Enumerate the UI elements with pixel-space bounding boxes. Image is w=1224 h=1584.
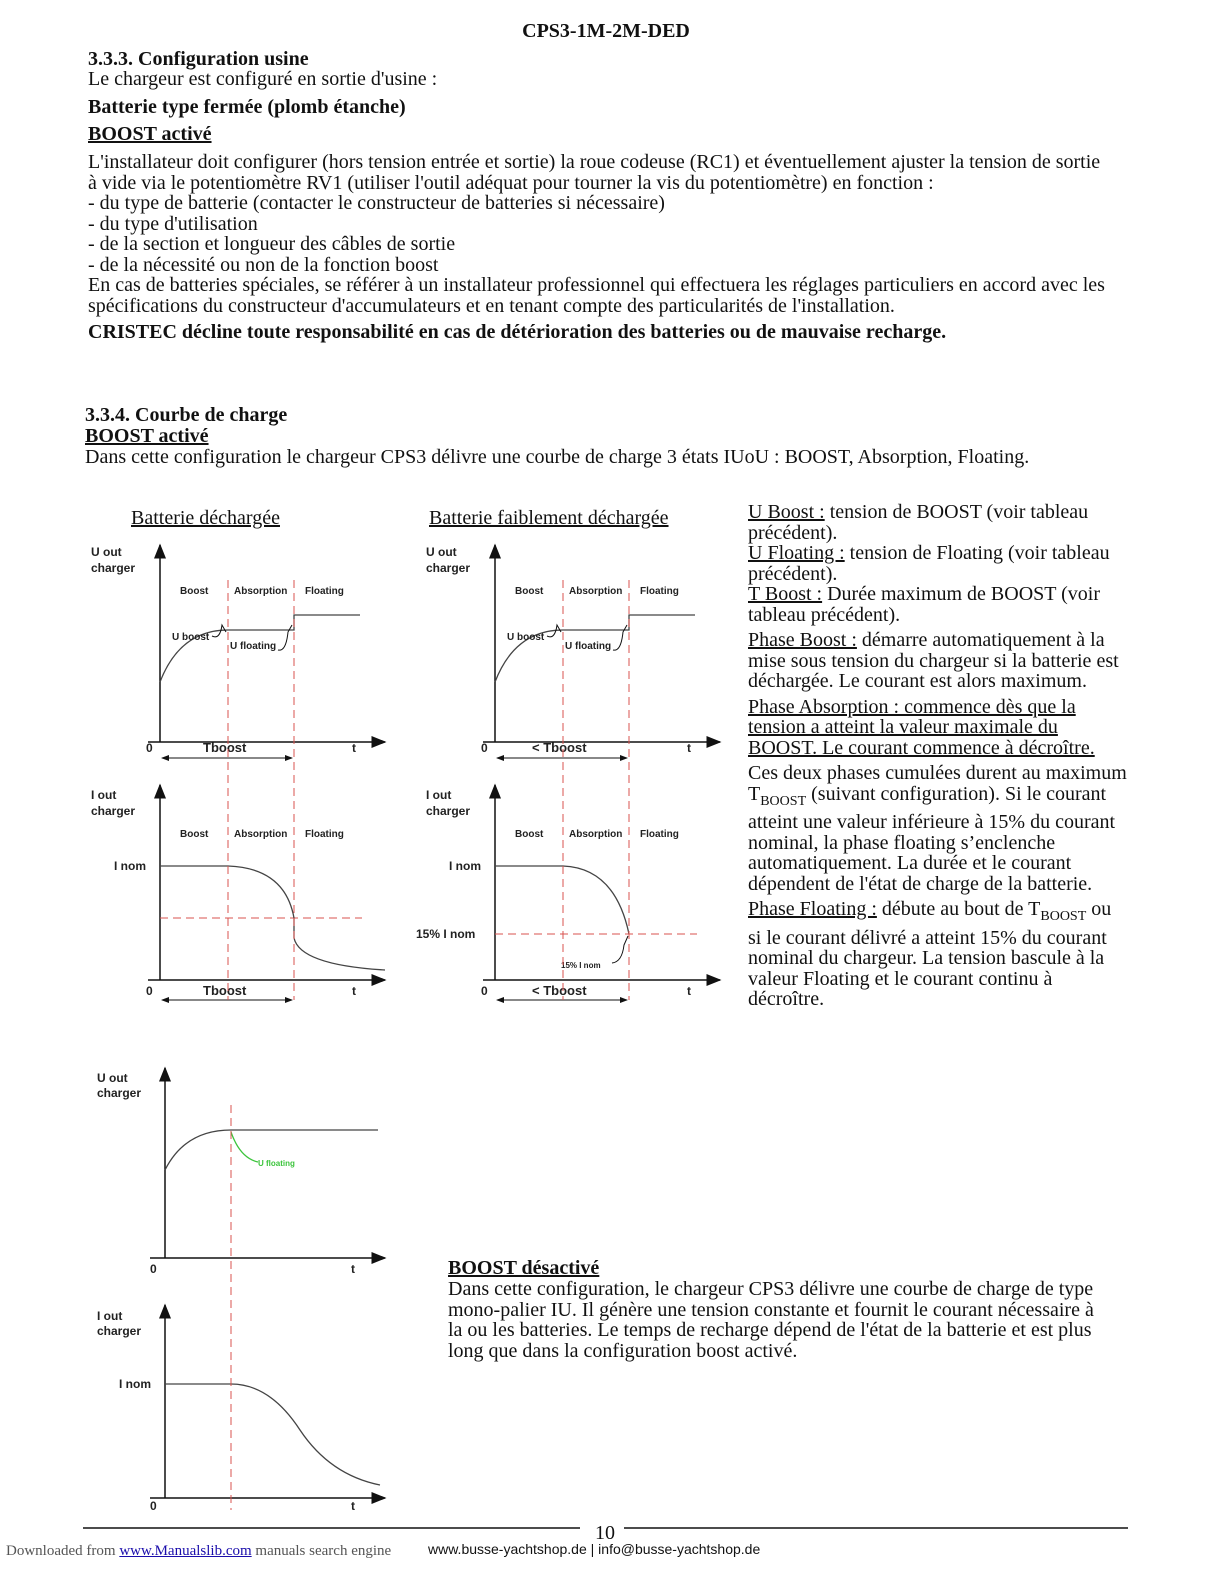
charge-curve-intro: Dans cette configuration le chargeur CPS3 délivre une courbe de charge 3 états IUoU : BOOST, Absorption, Floating. [85,446,1030,468]
svg-text:0: 0 [150,1499,157,1513]
svg-text:Boost: Boost [180,829,209,840]
phase-absorption-text: Phase Absorption : commence dès que la tension a atteint la valeur maximale du BOOST. Le courant commence à décroître. [748,695,1095,759]
svg-text:charger: charger [91,561,136,575]
svg-text:Floating: Floating [305,829,344,840]
list-item: - du type d'utilisation [88,212,258,235]
special-batteries-text: En cas de batteries spéciales, se référer à un installateur professionnel qui effectuera les réglages particuliers en accord avec les spécifications du constructeur d'accumulateurs et en tenant compte des particularités de l'installation. [88,274,1105,317]
shop-contact: www.busse-yachtshop.de | info@busse-yachtshop.de [428,1541,761,1557]
svg-text:charger: charger [97,1086,142,1100]
t-boost-def: Durée maximum de BOOST (voir tableau précédent). [748,583,1101,626]
section-heading-3-3-4: 3.3.4. Courbe de charge [85,404,288,426]
svg-text:charger: charger [426,804,471,818]
cumul-subscript: BOOST [760,793,807,809]
svg-text:< Tboost: < Tboost [532,983,587,998]
svg-text:0: 0 [150,1262,157,1276]
svg-text:U floating: U floating [258,1159,295,1168]
phase-floating-b: ou si le courant délivré a atteint 15% du courant nominal du chargeur. La tension bascule à la valeur Floating et le courant continu à décroître. [748,898,1112,1010]
svg-text:15% I nom: 15% I nom [561,961,601,970]
svg-text:I nom: I nom [114,859,146,873]
u-boost-term: U Boost : [748,501,825,523]
page-number: 10 [595,1522,615,1544]
definitions-column [748,502,1128,1010]
svg-text:Floating: Floating [640,586,679,597]
phase-floating-subscript: BOOST [1040,909,1087,924]
footer-download [6,1543,391,1560]
svg-text:0: 0 [481,741,488,755]
svg-text:charger: charger [426,561,471,575]
svg-text:< Tboost: < Tboost [532,740,587,755]
cumul-text-b: (suivant configuration). Si le courant atteint une valeur inférieure à 15% du courant nominal, la phase floating s’enclenche automatiquement. La durée et le courant dépendent de l'état de charge de la batterie. [748,782,1116,895]
svg-text:Boost: Boost [515,829,544,840]
list-item: - du type de batterie (contacter le constructeur de batteries si nécessaire) [88,192,665,214]
u-floating-pointer [231,1132,258,1162]
page-title: CPS3-1M-2M-DED [522,20,690,42]
phase-floating-a: débute au bout de T [876,898,1041,920]
boost-enabled-label-2: BOOST activé [85,425,209,447]
list-item: - de la nécessité ou non de la fonction boost [88,253,439,276]
phase-boost-term: Phase Boost : [748,629,857,651]
search-engine-text: manuals search engine [251,1543,392,1559]
i-chart-discharged [91,785,385,1000]
svg-text:charger: charger [91,804,136,818]
boost-disabled-text: Dans cette configuration, le chargeur CPS3 délivre une courbe de charge de type mono-palier IU. Il génère une tension constante et fournit le courant nécessaire à la ou les batteries. Le temps de recharge dépend de l'état de la batterie et est plus long que dans la configuration boost activé. [448,1278,1094,1362]
svg-text:t: t [352,984,356,998]
svg-text:0: 0 [481,984,488,998]
phase-floating-term: Phase Floating : [748,898,877,920]
svg-text:t: t [351,1499,355,1513]
cumul-text-a: Ces deux phases cumulées durent au maximum T [748,762,1127,805]
svg-text:U floating: U floating [230,641,277,652]
svg-text:t: t [687,984,691,998]
section-heading-3-3-3: 3.3.3. Configuration usine [88,48,309,70]
svg-text:Tboost: Tboost [203,983,247,998]
svg-text:I nom: I nom [119,1377,151,1391]
manualslib-link[interactable]: www.Manualslib.com [119,1543,252,1559]
svg-text:I out: I out [91,788,117,802]
i-chart-slightly-discharged [416,785,720,1000]
svg-text:Absorption: Absorption [569,586,623,597]
svg-text:U out: U out [426,545,457,559]
factory-intro: Le chargeur est configuré en sortie d'usine : [88,68,438,90]
svg-text:t: t [352,741,356,755]
install-text: L'installateur doit configurer (hors tension entrée et sortie) la roue codeuse (RC1) et éventuellement ajuster la tension de sortie à vide via le potentiomètre RV1 (utiliser l'outil adéquat pour tourner la vis du potentiomètre) en fonction : [88,151,1101,194]
svg-text:Floating: Floating [640,829,679,840]
u-chart-discharged [91,545,385,758]
svg-text:U floating: U floating [565,641,612,652]
t-boost-term: T Boost : [748,583,823,605]
battery-type: Batterie type fermée (plomb étanche) [88,96,406,118]
svg-text:Absorption: Absorption [234,586,288,597]
warning-text: CRISTEC décline toute responsabilité en cas de détérioration des batteries ou de mauvaise recharge. [88,321,947,343]
svg-text:Boost: Boost [180,586,209,597]
svg-text:U boost: U boost [172,632,210,643]
downloaded-from: Downloaded from [6,1543,120,1559]
svg-text:Floating: Floating [305,586,344,597]
svg-text:0: 0 [146,984,153,998]
svg-text:Absorption: Absorption [569,829,623,840]
svg-text:Absorption: Absorption [234,829,288,840]
svg-text:U out: U out [97,1071,128,1085]
list-item: - de la section et longueur des câbles de sortie [88,233,456,255]
u-chart-boost-off [97,1068,385,1276]
phase-floating-text [748,899,1128,1010]
u-chart-slightly-discharged [426,545,720,758]
svg-text:t: t [351,1262,355,1276]
u-boost-def: tension de BOOST (voir tableau précédent). [748,501,1089,544]
svg-text:15% I nom: 15% I nom [416,927,476,941]
i-chart-boost-off [97,1305,385,1513]
diagram-title-discharged: Batterie déchargée [131,507,280,529]
svg-text:I out: I out [426,788,452,802]
svg-text:U boost: U boost [507,632,545,643]
svg-text:charger: charger [97,1324,142,1338]
cumulated-phases-text [748,763,1128,894]
svg-text:Boost: Boost [515,586,544,597]
diagram-title-slightly-discharged: Batterie faiblement déchargée [429,507,669,529]
svg-text:I nom: I nom [449,859,481,873]
u-floating-term: U Floating : [748,542,845,564]
svg-text:Tboost: Tboost [203,740,247,755]
boost-enabled-label: BOOST activé [88,123,212,145]
u-floating-def: tension de Floating (voir tableau précédent). [748,542,1110,585]
svg-text:U out: U out [91,545,122,559]
boost-disabled-heading: BOOST désactivé [448,1257,600,1279]
phase-boost-def: démarre automatiquement à la mise sous tension du chargeur si la batterie est déchargée. Le courant est alors maximum. [748,629,1119,692]
svg-text:0: 0 [146,741,153,755]
svg-text:t: t [687,741,691,755]
svg-text:I out: I out [97,1309,123,1323]
